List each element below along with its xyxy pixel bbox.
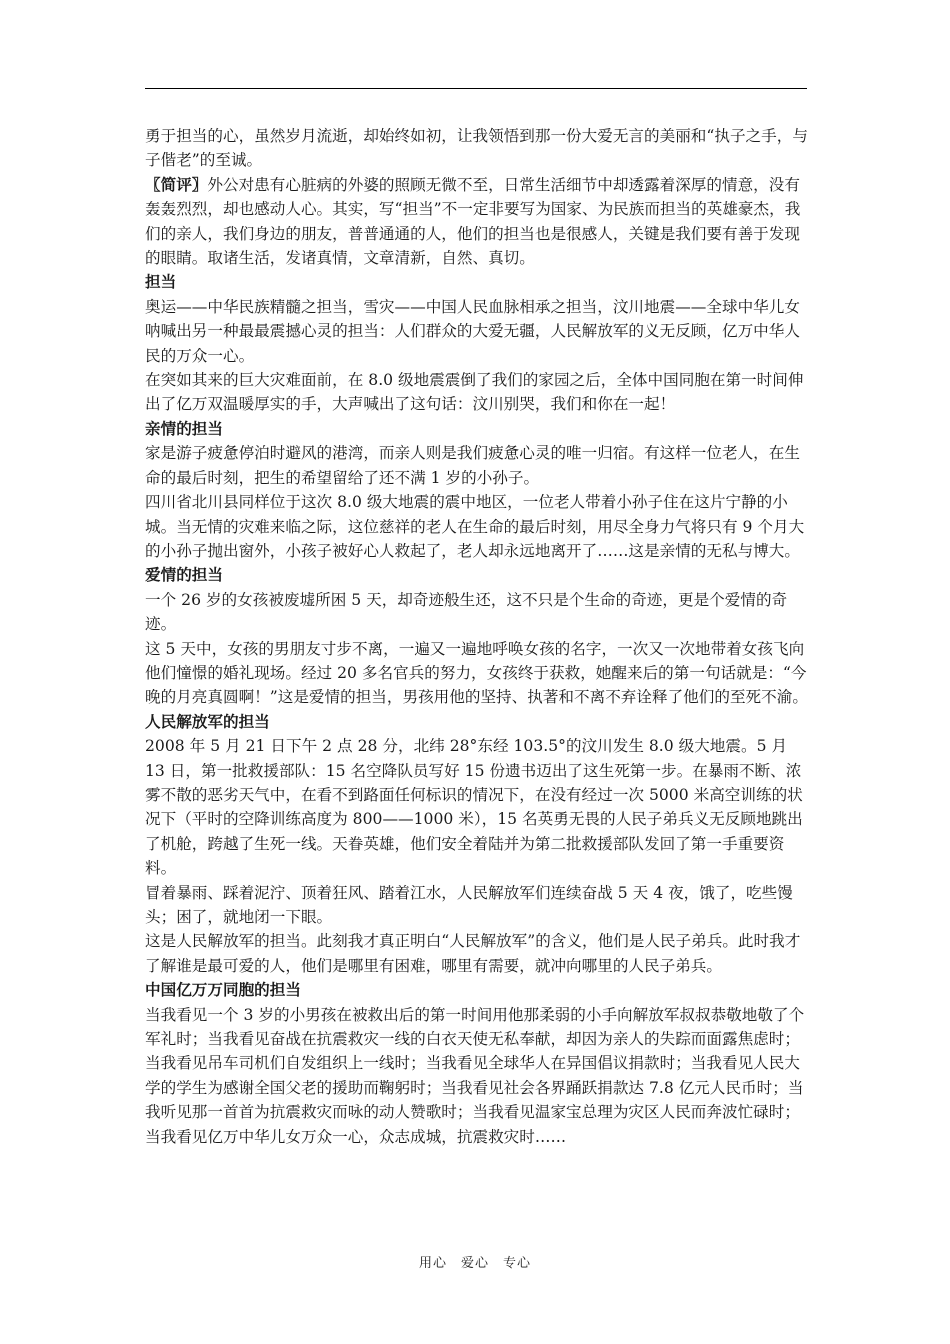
paragraph-intro-ending: 勇于担当的心，虽然岁月流逝，却始终如初，让我领悟到那一份大爱无言的美丽和“执子之手，与子偕老”的至诚。 <box>145 127 808 170</box>
section-heading-pla: 人民解放军的担当 <box>145 711 270 731</box>
paragraph: 2008 年 5 月 21 日下午 2 点 28 分，北纬 28°东经 103.5°的汶川发生 8.0 级大地震。5 月 13 日，第一批救援部队：15 名空降队员写好 15 份遗书迈出了这生死第一步。在暴雨不断、浓雾不散的恶劣天气中，在看不到路面任何标识的情况下，在没有经过一次 5000 米高空训练的状况下（平时的空降训练高度为 800——1000 米），15 名英勇无畏的人民子弟兵义无反顾地跳出了机舱，跨越了生死一线。天眷英雄，他们安全着陆并为第二批救援部队发回了第一手重要资料。 <box>145 737 803 878</box>
page-footer: 用心 爱心 专心 <box>418 1256 531 1271</box>
paragraph: 当我看见一个 3 岁的小男孩在被救出后的第一时间用他那柔弱的小手向解放军叔叔恭敬地敬了个军礼时；当我看见奋战在抗震救灾一线的白衣天使无私奉献，却因为亲人的失踪而面露焦虑时；当我看见吊车司机们自发组织上一线时；当我看见全球华人在异国倡议捐款时；当我看见人民大学的学生为感谢全国父老的援助而鞠躬时；当我看见社会各界踊跃捐款达 7.8 亿元人民币时；当我听见那一首首为抗震救灾而咏的动人赞歌时；当我看见温家宝总理为灾区人民而奔波忙碌时；当我看见亿万中华儿女万众一心，众志成城，抗震救灾时…… <box>145 1005 805 1146</box>
section-heading-dandang: 担当 <box>145 272 177 292</box>
header-rule <box>145 88 807 89</box>
section-heading-family: 亲情的担当 <box>145 418 223 438</box>
paragraph: 这 5 天中，女孩的男朋友寸步不离，一遍又一遍地呼唤女孩的名字，一次又一次地带着女孩飞向他们憧憬的婚礼现场。经过 20 多名官兵的努力，女孩终于获救，她醒来后的第一句话就是：“今晚的月亮真圆啊！”这是爱情的担当，男孩用他的坚持、执著和不离不弃诠释了他们的至死不渝。 <box>145 639 808 707</box>
section-heading-compatriots: 中国亿万万同胞的担当 <box>145 980 301 1000</box>
paragraph: 四川省北川县同样位于这次 8.0 级大地震的震中地区，一位老人带着小孙子住在这片宁静的小城。当无情的灾难来临之际，这位慈祥的老人在生命的最后时刻，用尽全身力气将只有 9 个月大的小孙子抛出窗外，小孩子被好心人救起了，老人却永远地离开了……这是亲情的无私与博大。 <box>145 493 805 560</box>
paragraph: 一个 26 岁的女孩被废墟所困 5 天，却奇迹般生还，这不只是个生命的奇迹，更是个爱情的奇迹。 <box>145 590 788 634</box>
review-label: 〖简评〗 <box>145 174 208 194</box>
paragraph: 冒着暴雨、踩着泥泞、顶着狂风、踏着江水，人民解放军们连续奋战 5 天 4 夜，饿了，吃些馒头；困了，就地闭一下眼。 <box>145 883 793 926</box>
document-body <box>145 124 810 1149</box>
review-text: 外公对患有心脏病的外婆的照顾无微不至，日常生活细节中却透露着深厚的情意，没有轰轰烈烈，却也感动人心。其实，写“担当”不一定非要写为国家、为民族而担当的英雄豪杰，我们的亲人，我们身边的朋友，普普通通的人，他们的担当也是很感人，关键是我们要有善于发现的眼睛。取诸生活，发诸真情，文章清新，自然、真切。 <box>145 175 801 268</box>
paragraph: 在突如其来的巨大灾难面前，在 8.0 级地震震倒了我们的家园之后，全体中国同胞在第一时间伸出了亿万双温暖厚实的手，大声喊出了这句话：汶川别哭，我们和你在一起！ <box>145 371 804 414</box>
paragraph: 奥运——中华民族精髓之担当，雪灾——中国人民血脉相承之担当，汶川地震——全球中华儿女呐喊出另一种最最震撼心灵的担当：人们群众的大爱无疆，人民解放军的义无反顾，亿万中华人民的万众一心。 <box>145 297 800 365</box>
paragraph: 这是人民解放军的担当。此刻我才真正明白“人民解放军”的含义，他们是人民子弟兵。此时我才了解谁是最可爱的人，他们是哪里有困难，哪里有需要，就冲向哪里的人民子弟兵。 <box>145 932 801 975</box>
paragraph: 家是游子疲惫停泊时避风的港湾，而亲人则是我们疲惫心灵的唯一归宿。有这样一位老人，在生命的最后时刻，把生的希望留给了还不满 1 岁的小孙子。 <box>145 444 800 487</box>
review-paragraph <box>145 173 810 271</box>
section-heading-love: 爱情的担当 <box>145 565 223 585</box>
